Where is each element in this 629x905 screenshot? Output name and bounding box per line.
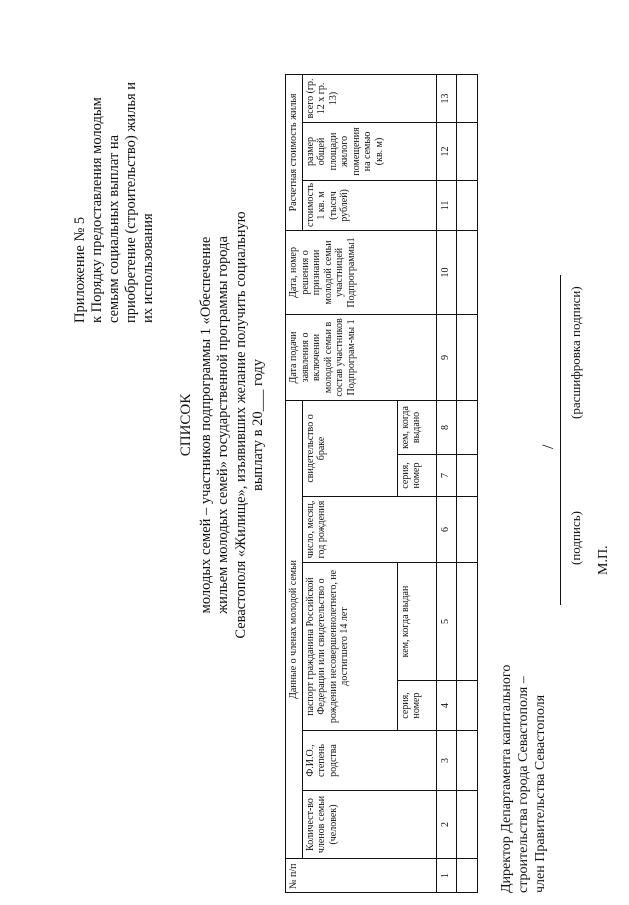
table-cell[interactable]: [456, 400, 477, 454]
column-number: 1: [436, 859, 456, 893]
signature-line[interactable]: [560, 275, 561, 605]
column-number-row: [436, 74, 456, 892]
table-cell[interactable]: [456, 731, 477, 791]
header-total: всего (гр. 12 х гр. 13): [302, 74, 436, 122]
column-number: 12: [436, 122, 456, 180]
column-number: 3: [436, 731, 456, 791]
appendix-line: к Порядку предоставления молодым: [89, 97, 105, 323]
table-cell[interactable]: [456, 122, 477, 180]
appendix-line: приобретение (строительство) жилья и: [123, 82, 139, 323]
column-number: 6: [436, 497, 456, 563]
table-cell[interactable]: [456, 230, 477, 314]
column-number: 2: [436, 791, 456, 859]
header-housing-cost: Расчетная стоимость жилья: [286, 74, 303, 230]
appendix-header: [72, 23, 157, 323]
title-line: Севастополя «Жилище», изъявивших желание получить социальную: [232, 211, 249, 639]
signature-separator: /: [540, 444, 557, 449]
header-marriage-series: серия, номер: [397, 455, 436, 497]
header-number: № п/п: [286, 859, 437, 893]
column-number: 4: [436, 681, 456, 731]
families-table: [285, 74, 478, 893]
column-number: 9: [436, 314, 456, 400]
header-cost-per-m2: стоимость 1 кв. м (тысяч рублей): [302, 180, 436, 230]
header-passport: паспорт гражданина Российской Федерации или свидетельство о рождении несовершеннолетнего, не достигшего 14 лет: [302, 563, 397, 731]
table-cell[interactable]: [456, 455, 477, 497]
stamp-place-label: М.П.: [596, 545, 611, 575]
column-number: 10: [436, 230, 456, 314]
column-number: 8: [436, 400, 456, 454]
appendix-line: семьям социальных выплат на: [106, 134, 122, 323]
title-line: молодых семей – участников подпрограммы 1 «Обеспечение: [197, 236, 214, 614]
table-cell[interactable]: [456, 180, 477, 230]
header-family-data: Данные о членах молодой семьи: [286, 400, 303, 858]
header-member-count: Количест-во членов семьи (человек): [302, 791, 436, 859]
table-cell[interactable]: [456, 497, 477, 563]
header-decision: Дата, номер решения о признании молодой семьи участницей Подпрограммы1: [286, 230, 437, 314]
signatory-line: член Правительства Севастополя: [533, 694, 548, 893]
appendix-line: их использования: [140, 213, 156, 323]
table-cell[interactable]: [456, 791, 477, 859]
column-number: 5: [436, 563, 456, 681]
header-marriage-issued: кем, когда выдано: [397, 400, 436, 454]
table-cell[interactable]: [456, 681, 477, 731]
table-cell[interactable]: [456, 314, 477, 400]
title-line: выплату в 20___ году: [250, 358, 266, 492]
header-marriage-certificate: свидетельство о браке: [302, 400, 397, 496]
header-area: размер общей площади жилого помещения на семью (кв. м): [302, 122, 436, 180]
column-number: 11: [436, 180, 456, 230]
appendix-line: Приложение № 5: [72, 216, 88, 323]
header-birthdate: число, месяц, год рождения: [302, 497, 436, 563]
header-passport-issued: кем, когда выдан: [397, 563, 436, 681]
signatory-line: строительства города Севастополя –: [516, 676, 531, 893]
title-heading: СПИСОК: [178, 393, 194, 457]
header-fio: Ф.И.О., степень родства: [302, 731, 436, 791]
table-cell[interactable]: [456, 74, 477, 122]
table-row: [456, 74, 477, 892]
signature-label: (подпись): [568, 511, 583, 565]
table-cell[interactable]: [456, 563, 477, 681]
column-number: 7: [436, 455, 456, 497]
header-passport-series: серия, номер: [397, 681, 436, 731]
title-line: жильем молодых семей» государственной программы города: [215, 236, 231, 614]
table-cell[interactable]: [456, 859, 477, 893]
header-application-date: Дата подачи заявления о включении молодой семьи в состав участников Подпрограм-мы 1: [286, 314, 437, 400]
document-title: [178, 125, 268, 725]
signatory-title: [498, 593, 549, 893]
signature-decode-label: (расшифровка подписи): [568, 286, 583, 419]
column-number: 13: [436, 74, 456, 122]
signatory-line: Директор Департамента капитального: [499, 664, 514, 893]
